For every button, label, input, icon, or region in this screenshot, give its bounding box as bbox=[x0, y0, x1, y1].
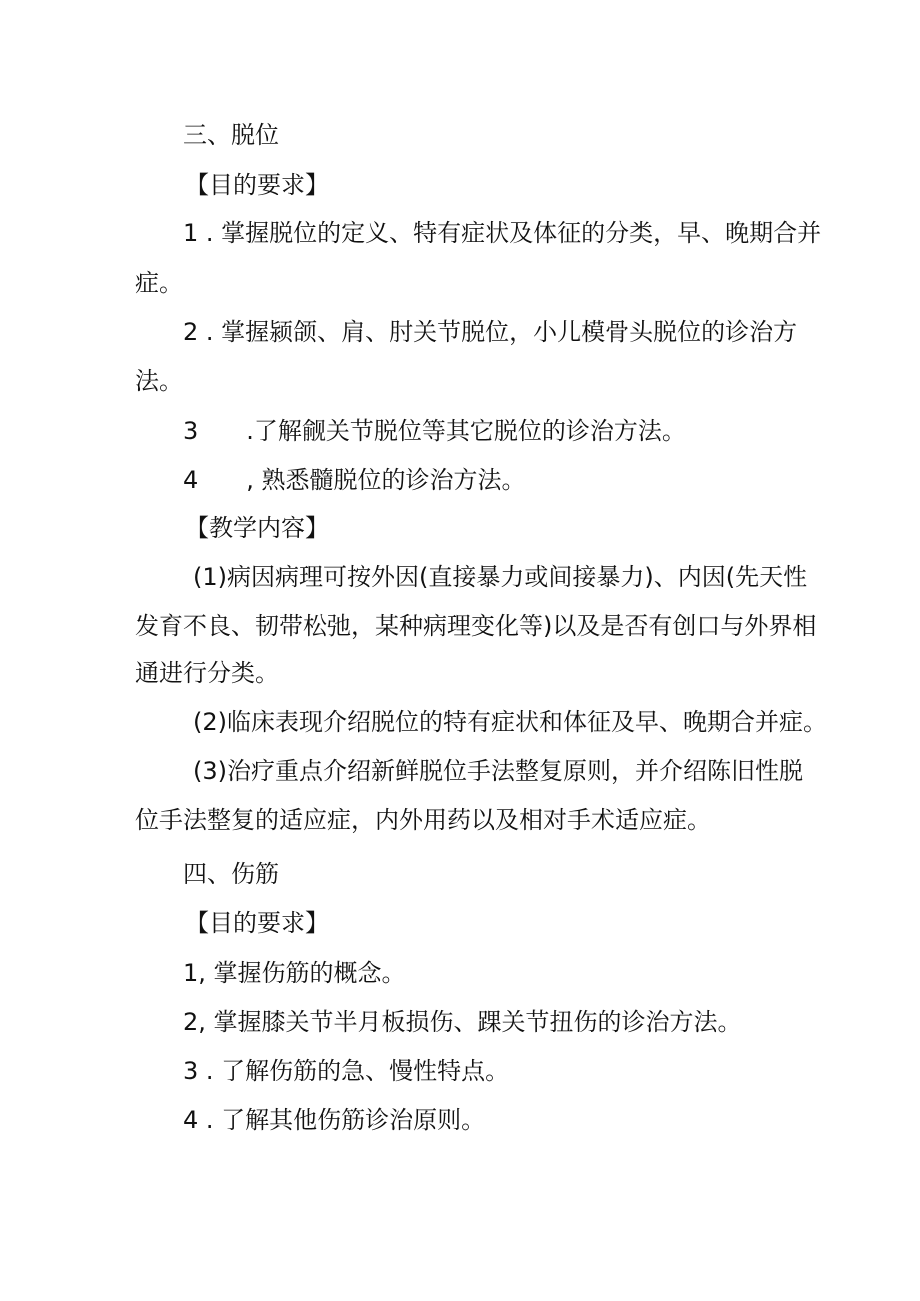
content-3-line-1: (3)治疗重点介绍新鲜脱位手法整复原则，并介绍陈旧性脱 bbox=[193, 757, 803, 785]
section-heading-sprain: 四、伤筋 bbox=[183, 860, 279, 888]
sprain-objective-3: 3 . 了解伤筋的急、慢性特点。 bbox=[183, 1057, 510, 1085]
objective-2-line-1: 2 . 掌握颍颌、肩、肘关节脱位，小儿模骨头脱位的诊治方 bbox=[183, 318, 798, 346]
objective-1-line-2: 症。 bbox=[135, 269, 183, 297]
content-label: 【教学内容】 bbox=[185, 514, 329, 542]
objective-4: 4 , 熟悉髓脱位的诊治方法。 bbox=[183, 466, 526, 494]
objective-3: 3 .了解觎关节脱位等其它脱位的诊治方法。 bbox=[183, 417, 686, 445]
section-heading-dislocation: 三、脱位 bbox=[183, 121, 279, 149]
objective-1-line-1: 1 . 掌握脱位的定义、特有症状及体征的分类，早、晚期合并 bbox=[183, 219, 822, 247]
content-3-line-2: 位手法整复的适应症，内外用药以及相对手术适应症。 bbox=[135, 806, 711, 834]
objectives-label: 【目的要求】 bbox=[185, 171, 329, 199]
sprain-objective-4: 4 . 了解其他伤筋诊治原则。 bbox=[183, 1106, 486, 1134]
objective-2-line-2: 法。 bbox=[135, 367, 183, 395]
content-1-line-3: 通进行分类。 bbox=[135, 659, 279, 687]
objectives-label-2: 【目的要求】 bbox=[185, 909, 329, 937]
content-1-line-1: (1)病因病理可按外因(直接暴力或间接暴力)、内因(先天性 bbox=[193, 563, 808, 591]
content-1-line-2: 发育不良、韧带松弛，某种病理变化等)以及是否有创口与外界相 bbox=[135, 612, 817, 640]
sprain-objective-2: 2, 掌握膝关节半月板损伤、踝关节扭伤的诊治方法。 bbox=[183, 1008, 742, 1036]
sprain-objective-1: 1, 掌握伤筋的概念。 bbox=[183, 959, 406, 987]
content-2: (2)临床表现介绍脱位的特有症状和体征及早、晚期合并症。 bbox=[193, 708, 827, 736]
